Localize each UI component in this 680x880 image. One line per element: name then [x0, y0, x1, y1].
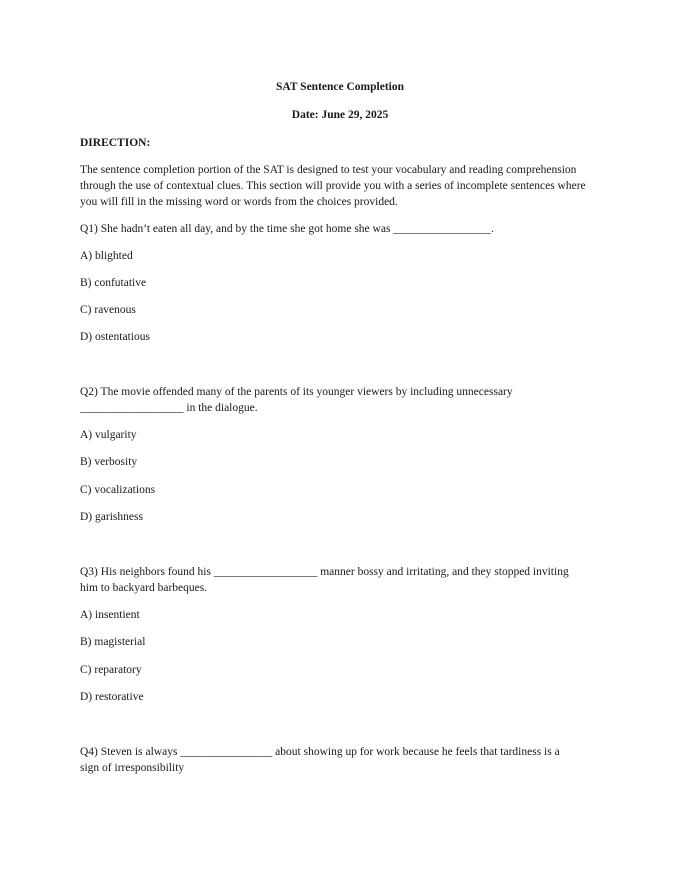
question-2-option-d: D) garishness — [80, 511, 143, 523]
question-3-option-c: C) reparatory — [80, 664, 142, 676]
question-3-option-b: B) magisterial — [80, 636, 146, 648]
question-2-option-b: B) verbosity — [80, 456, 138, 468]
question-3-option-d: D) restorative — [80, 691, 144, 703]
question-2-text-line-2: __________________ in the dialogue. — [80, 402, 258, 414]
question-3-text-line-2: him to backyard barbeques. — [80, 582, 208, 594]
question-3-option-a: A) insentient — [80, 609, 140, 621]
question-1-option-b: B) confutative — [80, 277, 147, 289]
question-2-option-c: C) vocalizations — [80, 484, 156, 496]
document-date: Date: June 29, 2025 — [291, 109, 389, 121]
document-title: SAT Sentence Completion — [276, 81, 404, 93]
question-4-text-line-2: sign of irresponsibility — [80, 762, 185, 774]
question-4-text-line-1: Q4) Steven is always ________________ about showing up for work because he feels that tardiness is a — [80, 746, 560, 758]
question-2-option-a: A) vulgarity — [80, 429, 137, 441]
question-1-option-a: A) blighted — [80, 250, 133, 262]
direction-text: The sentence completion portion of the SAT is designed to test your vocabulary and reading comprehension through the use of contextual clues. This section will provide you with a series of incomplete sentences where you will fill in the missing word or words from the choices provided. — [80, 164, 586, 208]
question-1-option-c: C) ravenous — [80, 304, 136, 316]
question-1-text: Q1) She hadn’t eaten all day, and by the time she got home she was _________________. — [80, 223, 494, 235]
question-1-option-d: D) ostentatious — [80, 331, 150, 343]
direction-heading: DIRECTION: — [80, 137, 151, 149]
question-3-text-line-1: Q3) His neighbors found his __________________ manner bossy and irritating, and they stopped inviting — [80, 566, 569, 578]
question-2-text-line-1: Q2) The movie offended many of the parents of its younger viewers by including unnecessary — [80, 386, 513, 398]
